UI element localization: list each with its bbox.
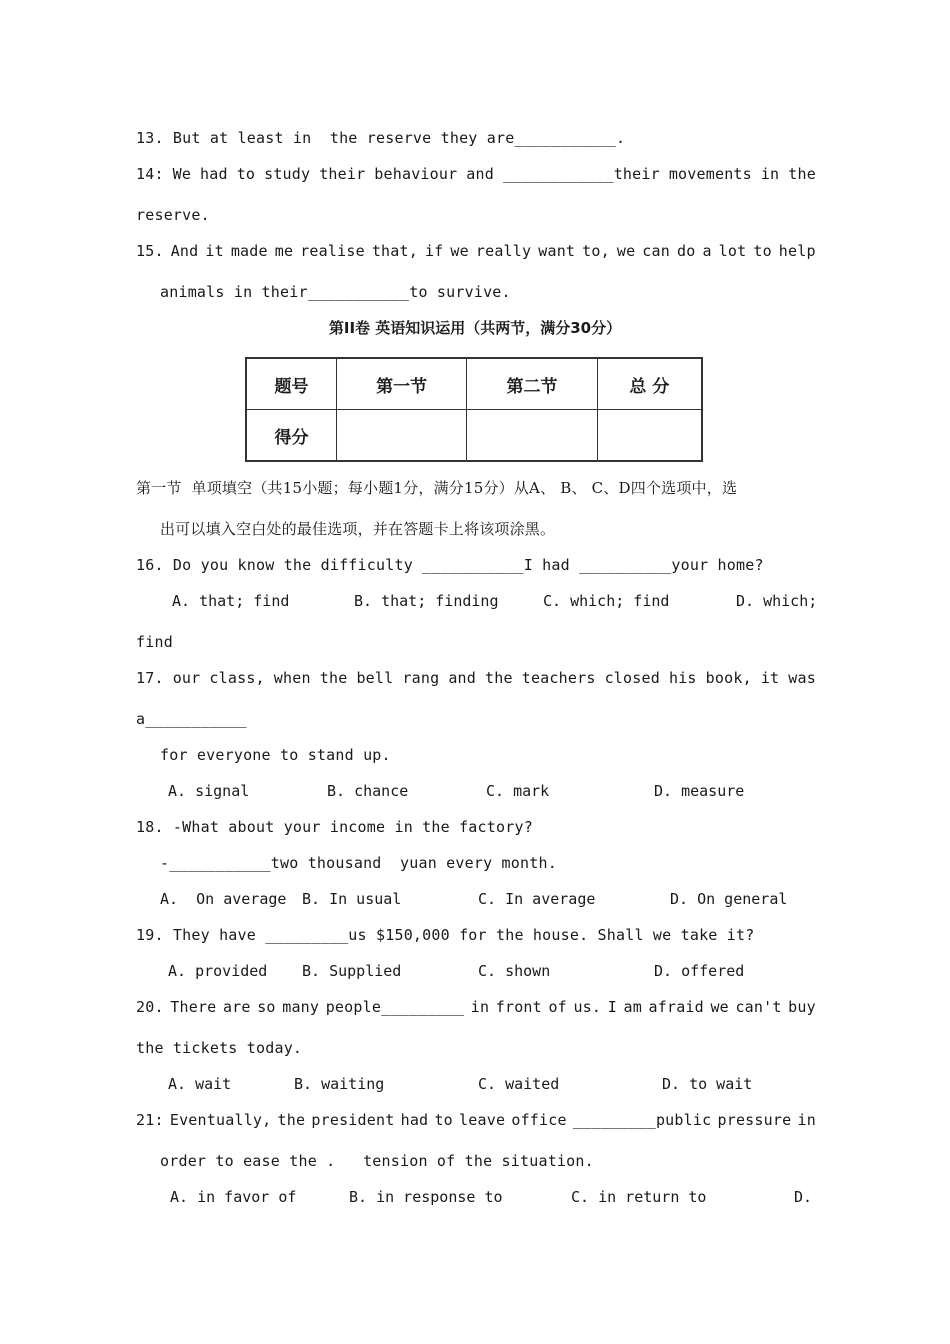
word: in <box>470 998 490 1016</box>
question-17-line3: for everyone to stand up. <box>160 746 391 764</box>
score-cell[interactable] <box>597 410 702 462</box>
option-d[interactable]: D. On general <box>670 890 788 908</box>
word: it <box>760 669 780 687</box>
word: pressure <box>717 1111 792 1129</box>
word: leave <box>459 1111 506 1129</box>
score-table <box>245 357 703 462</box>
word: we <box>710 998 729 1016</box>
question-19-stem: 19. They have _________us $150,000 for the house. Shall we take it? <box>136 926 755 944</box>
word: book, <box>705 669 752 687</box>
word: help <box>778 242 816 260</box>
section1-instructions-line1: 第一节 单项填空（共15小题；每小题1分，满分15分）从A、 B、 C、D四个选项中，选 <box>136 479 738 497</box>
question-18-stem: 18. -What about your income in the factory? <box>136 818 533 836</box>
question-20-line2: the tickets today. <box>136 1039 303 1057</box>
row-label-cell: 得分 <box>246 410 337 462</box>
word: the <box>788 165 816 183</box>
word: had <box>400 1111 429 1129</box>
word: realise <box>300 242 365 260</box>
word: and <box>448 669 477 687</box>
word: their <box>319 165 366 183</box>
option-a[interactable]: A. in favor of <box>170 1188 297 1206</box>
word: We <box>172 165 192 183</box>
word: really <box>475 242 532 260</box>
word: 20. <box>136 998 164 1016</box>
question-18-answer: -___________two thousand yuan every month. <box>160 854 557 872</box>
word: And <box>170 242 199 260</box>
section1-instructions-line2: 出可以填入空白处的最佳选项，并在答题卡上将该项涂黑。 <box>160 520 556 538</box>
question-14-line1 <box>136 164 816 184</box>
option-a[interactable]: A. that; find <box>172 592 290 610</box>
question-17-line2: a___________ <box>136 710 247 728</box>
header-cell: 题号 <box>246 358 337 410</box>
option-c[interactable]: C. mark <box>486 782 550 800</box>
word: am <box>623 998 642 1016</box>
score-table-score-row <box>246 410 702 462</box>
option-d[interactable]: D. which; <box>736 592 818 610</box>
word: people_________ <box>325 998 465 1016</box>
word: president <box>311 1111 395 1129</box>
word: teachers <box>521 669 596 687</box>
question-20-line1 <box>136 997 816 1017</box>
option-c[interactable]: C. waited <box>478 1075 560 1093</box>
option-d[interactable]: D. <box>794 1188 813 1206</box>
word: buy <box>788 998 816 1016</box>
word: the <box>319 669 348 687</box>
option-c[interactable]: C. In average <box>478 890 596 908</box>
score-table-header-row <box>246 358 702 410</box>
word: I <box>607 998 617 1016</box>
word: in <box>797 1111 816 1129</box>
option-b[interactable]: B. that; finding <box>354 592 499 610</box>
word: study <box>264 165 311 183</box>
question-17-line1 <box>136 668 816 688</box>
question-21-line1 <box>136 1110 816 1130</box>
option-c[interactable]: C. in return to <box>571 1188 707 1206</box>
word: 17. <box>136 669 164 687</box>
option-a[interactable]: A. signal <box>168 782 250 800</box>
header-cell: 第一节 <box>337 358 467 410</box>
word: 14: <box>136 165 164 183</box>
word: had <box>200 165 228 183</box>
option-b[interactable]: B. Supplied <box>302 962 402 980</box>
word: 15. <box>136 242 164 260</box>
option-c[interactable]: C. which; find <box>543 592 670 610</box>
section-title: 第II卷 英语知识运用（共两节，满分30分） <box>328 319 622 337</box>
word: a <box>702 242 712 260</box>
word: to <box>434 1111 453 1129</box>
question-16-stem: 16. Do you know the difficulty ___________I had __________your home? <box>136 556 764 574</box>
word: class, <box>209 669 265 687</box>
word: it <box>205 242 224 260</box>
word: _________public <box>572 1111 712 1129</box>
option-b[interactable]: B. chance <box>327 782 409 800</box>
word: Eventually, <box>169 1111 272 1129</box>
word: to <box>236 165 256 183</box>
word: when <box>273 669 311 687</box>
word: want <box>538 242 576 260</box>
option-b[interactable]: B. in response to <box>349 1188 503 1206</box>
word: ____________their <box>502 165 660 183</box>
word: we <box>616 242 636 260</box>
question-15-line2: animals in their___________to survive. <box>160 283 511 301</box>
option-c[interactable]: C. shown <box>478 962 551 980</box>
option-b[interactable]: B. waiting <box>294 1075 385 1093</box>
option-a[interactable]: A. On average <box>160 890 287 908</box>
score-cell[interactable] <box>337 410 467 462</box>
question-16-cont: find <box>136 633 173 651</box>
word: office <box>511 1111 567 1129</box>
word: our <box>172 669 201 687</box>
word: many <box>282 998 320 1016</box>
word: me <box>274 242 294 260</box>
word: 21: <box>136 1111 164 1129</box>
question-13: 13. But at least in the reserve they are___________. <box>136 129 626 147</box>
word: was <box>788 669 816 687</box>
word: bell <box>356 669 394 687</box>
word: if <box>424 242 444 260</box>
word: to <box>753 242 772 260</box>
word: us. <box>573 998 602 1016</box>
question-14-line2: reserve. <box>136 206 210 224</box>
word: are <box>222 998 251 1016</box>
word: afraid <box>648 998 704 1016</box>
option-d[interactable]: D. to wait <box>662 1075 753 1093</box>
word: front <box>495 998 542 1016</box>
word: movements <box>668 165 752 183</box>
option-d[interactable]: D. offered <box>654 962 745 980</box>
word: his <box>668 669 697 687</box>
word: lot <box>718 242 747 260</box>
word: can <box>642 242 670 260</box>
word: can't <box>735 998 782 1016</box>
option-b[interactable]: B. In usual <box>302 890 402 908</box>
score-cell[interactable] <box>467 410 597 462</box>
word: and <box>466 165 494 183</box>
word: so <box>257 998 276 1016</box>
header-cell: 总 分 <box>597 358 702 410</box>
word: do <box>676 242 696 260</box>
word: of <box>548 998 567 1016</box>
word: to, <box>582 242 610 260</box>
word: There <box>170 998 217 1016</box>
word: rang <box>402 669 440 687</box>
question-21-line2: order to ease the . tension of the situation. <box>160 1152 594 1170</box>
header-cell: 第二节 <box>467 358 597 410</box>
option-d[interactable]: D. measure <box>654 782 745 800</box>
word: the <box>485 669 513 687</box>
word: we <box>450 242 469 260</box>
word: behaviour <box>374 165 458 183</box>
word: the <box>277 1111 306 1129</box>
question-15-line1 <box>136 241 816 261</box>
option-a[interactable]: A. provided <box>168 962 268 980</box>
word: in <box>760 165 780 183</box>
word: closed <box>604 669 660 687</box>
option-a[interactable]: A. wait <box>168 1075 232 1093</box>
word: made <box>230 242 268 260</box>
word: that, <box>371 242 418 260</box>
